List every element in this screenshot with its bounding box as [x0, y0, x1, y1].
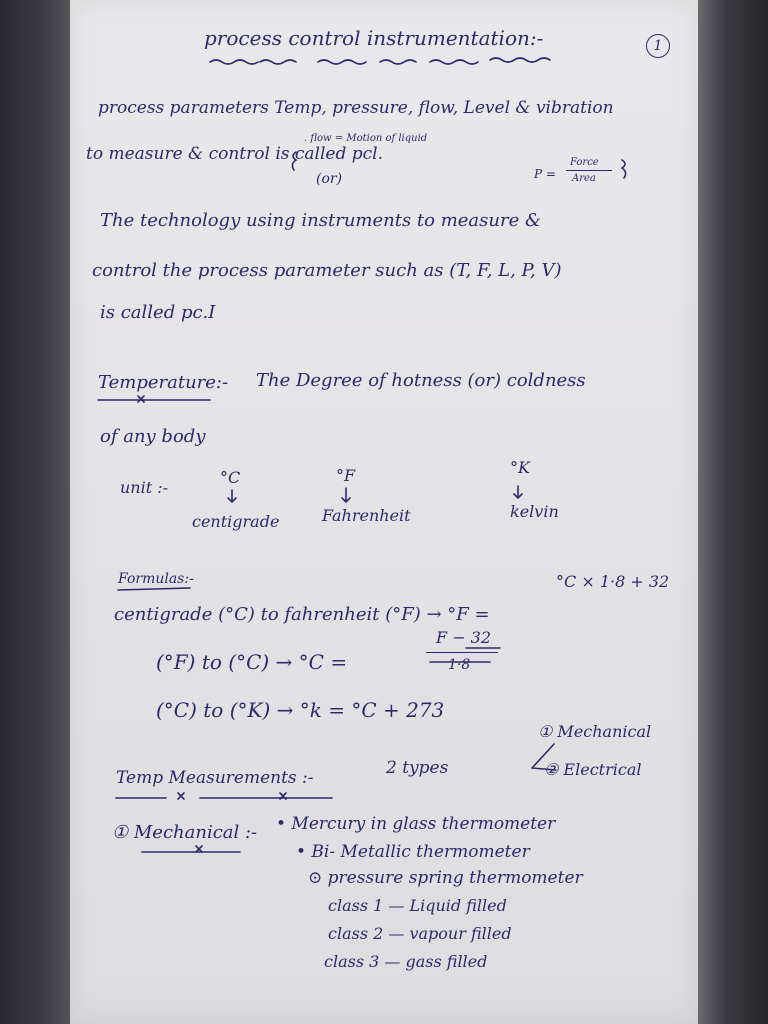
formula-c-to-k: (°C) to (°K) → °k = °C + 273	[156, 698, 445, 722]
page-number-badge: 1	[646, 34, 670, 58]
flow-note: . flow = Motion of liquid	[304, 133, 428, 144]
formula-c-to-f-result: °C × 1·8 + 32	[556, 572, 670, 591]
mechanical-item: • Bi- Metallic thermometer	[296, 842, 530, 862]
formulas-heading: Formulas:-	[118, 571, 194, 587]
unit-celsius-symbol: °C	[220, 468, 241, 487]
type-electrical: ② Electrical	[544, 760, 642, 779]
pressure-fraction-bar	[566, 170, 612, 171]
definition-line-2: control the process parameter such as (T, F, L, P, V)	[92, 260, 562, 281]
pressure-class: class 3 — gass filled	[324, 952, 488, 971]
formula-f-to-c: (°F) to (°C) → °C =	[156, 650, 348, 674]
unit-celsius-name: centigrade	[192, 512, 280, 531]
measurements-count: 2 types	[386, 758, 449, 778]
right-dark-background	[698, 0, 768, 1024]
pressure-force: Force	[570, 157, 599, 168]
temperature-heading: Temperature:-	[98, 372, 229, 393]
temperature-definition: The Degree of hotness (or) coldness	[256, 370, 586, 391]
mechanical-item: • Mercury in glass thermometer	[276, 814, 556, 834]
pressure-class: class 2 — vapour filled	[328, 924, 512, 943]
formula-f-to-c-denominator: 1·8	[448, 657, 471, 673]
left-dark-background	[0, 0, 70, 1024]
pressure-class: class 1 — Liquid filled	[328, 896, 507, 915]
unit-kelvin-symbol: °K	[510, 458, 530, 477]
intro-or: (or)	[316, 171, 343, 187]
formula-f-to-c-numerator: F − 32	[436, 628, 492, 647]
intro-line-1: process parameters Temp, pressure, flow, Level & vibration	[98, 98, 614, 118]
mechanical-heading: ① Mechanical :-	[112, 822, 258, 843]
intro-line-2: to measure & control is called pcl.	[86, 144, 384, 164]
unit-fahrenheit-symbol: °F	[336, 466, 356, 485]
definition-line-3: is called pc.I	[100, 302, 216, 323]
mechanical-item: ⊙ pressure spring thermometer	[308, 868, 583, 888]
formula-c-to-f: centigrade (°C) to fahrenheit (°F) → °F =	[114, 604, 490, 625]
unit-fahrenheit-name: Fahrenheit	[322, 506, 411, 525]
definition-line-1: The technology using instruments to measure &	[100, 210, 541, 231]
unit-kelvin-name: kelvin	[510, 502, 559, 521]
unit-label: unit :-	[120, 478, 169, 497]
pressure-prefix: P =	[534, 167, 556, 181]
temperature-definition-2: of any body	[100, 426, 206, 447]
measurements-heading: Temp Measurements :-	[116, 768, 314, 788]
type-mechanical: ① Mechanical	[538, 722, 652, 741]
formula-fraction-bar	[426, 652, 498, 653]
notebook-page	[70, 0, 698, 1024]
pressure-area: Area	[572, 173, 596, 184]
page-title: process control instrumentation:-	[204, 26, 544, 50]
